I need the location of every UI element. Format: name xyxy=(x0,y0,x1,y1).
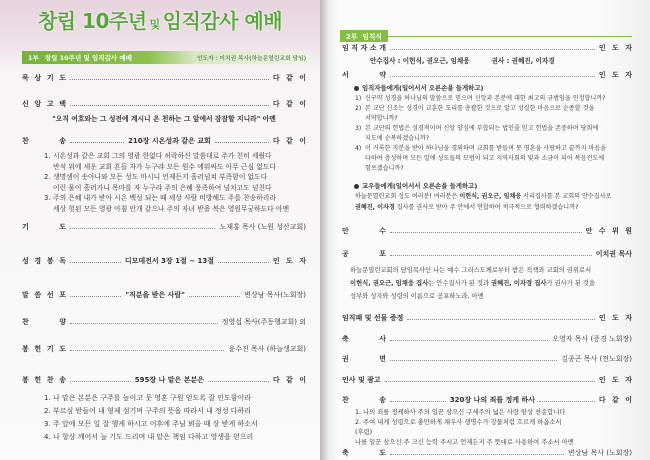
order-row-closing-hymn xyxy=(342,395,632,405)
order-row-silent-prayer xyxy=(22,73,306,83)
title-part2: 임직감사 예배 xyxy=(162,9,283,33)
dot-leader xyxy=(70,142,124,143)
order-label: 축 도 xyxy=(342,449,386,457)
question-line: 4) 이 거룩한 직분을 받아 하나님을 경외하며 교회를 받들며 뭇 영혼을 사랑하고 끝까지 마음을 xyxy=(355,145,607,152)
lyric-line: 2. 부르심 받들어 내 형제 섬기며 구주의 뜻을 따라서 내 정성 다하리 xyxy=(44,407,252,415)
order-leader: 다 같 이 xyxy=(272,376,306,384)
elder-names: 권사 : 권혜진, 이자경 xyxy=(491,57,555,65)
refrain-label: (후렴) xyxy=(355,429,373,436)
order-row-sermon xyxy=(22,290,306,300)
refrain-line: 나를 일꾼 삼으신 주 크신 능력 주시고 언제든지 주 뜻대로 사용하여 주소서 아멘 xyxy=(355,439,574,446)
lyric-line: 3. 주의 은혜 내가 받아 시온 백성 되는 때 세상 사람 비방해도 주를 찬송하리라 xyxy=(44,194,276,203)
order-row-laying-on-hands xyxy=(342,226,632,236)
dot-leader xyxy=(390,454,564,455)
order-leader: 노재홍 목사 (노원 성산교회) xyxy=(219,223,306,231)
banner-title: 임직식 xyxy=(362,33,382,41)
proclamation-line: 이헌식, 권오근, 임채웅 집사는 안수집사가 된 것과 권혜진, 이자경 집사가 권사가 된 것을 xyxy=(350,280,596,287)
vow-heading-ordinands xyxy=(354,83,634,93)
banner-tag xyxy=(340,30,388,42)
order-row-announcements xyxy=(342,375,632,385)
question-line: 다하여 충성하며 모든 일에 성도들의 모범이 되고 지역사회의 빛과 소금이 되어 복음전도에 xyxy=(365,155,605,162)
lyric-line: 이런 물이 흘러가니 목마를 자 누구랴 주의 은혜 풍족하여 넘치고도 넘친다 xyxy=(53,183,272,192)
dot-leader xyxy=(70,296,121,297)
order-label: 찬 송 xyxy=(22,137,66,145)
proclamation-line: 성부와 성자와 성령의 이름으로 공포하노라, 아멘 xyxy=(350,293,484,300)
dot-leader xyxy=(70,381,131,382)
order-label: 신 앙 고 백 xyxy=(22,100,66,108)
dot-leader xyxy=(407,319,594,320)
order-label: 찬 송 xyxy=(342,396,386,404)
order-row-scripture xyxy=(22,256,306,266)
dot-leader xyxy=(390,401,446,402)
vow-line: 권혜진, 이자경 집사를 권사로 받아 주 안에서 연합하여 적극적으로 협력하겠습니까? xyxy=(355,203,579,211)
dot-leader xyxy=(390,255,592,256)
order-row-proclamation xyxy=(342,249,632,259)
lyric-line: 세상 헛된 모든 영광 아침 안개 같으나 주의 자녀 받을 복은 영원무궁하도다 아멘 xyxy=(53,204,290,213)
order-leader: 변상남 목사 (노회장) xyxy=(567,449,632,457)
scripture-passage: 디모데전서 3장 1절 ~ 13절 xyxy=(124,257,215,265)
order-label: 축 사 xyxy=(342,335,386,343)
lyric-line: 1. 나 맡은 본분은 구주를 높이고 뭇 영혼 구원 얻도록 잘 인도함이라 xyxy=(44,394,252,402)
dot-leader xyxy=(70,323,218,324)
question-line: 서약합니까? xyxy=(365,115,398,122)
dot-leader xyxy=(390,232,582,233)
order-leader: 인 도 자 xyxy=(598,376,632,384)
ordinand-names xyxy=(370,56,632,66)
order-row-hymn xyxy=(22,136,306,146)
verse-amen: 아멘 xyxy=(262,115,276,123)
dot-leader xyxy=(70,228,215,229)
dot-leader xyxy=(390,49,595,50)
left-page xyxy=(0,0,320,460)
order-leader: 인 도 자 xyxy=(598,71,632,79)
order-row-creed xyxy=(22,99,306,109)
vow-questions xyxy=(355,94,638,174)
part-one-banner xyxy=(22,51,310,64)
dot-leader xyxy=(390,360,557,361)
page-title xyxy=(0,8,320,38)
title-part1: 창립 10주년 xyxy=(37,9,147,33)
order-label: 봉 헌 찬 송 xyxy=(22,376,66,384)
heading-text: 교우들에게(일어서서 오른손을 들게하고) xyxy=(362,182,478,190)
bullet-icon xyxy=(354,86,359,91)
hymn-lyrics xyxy=(44,151,316,215)
dot-leader xyxy=(70,105,269,106)
bullet-icon xyxy=(354,184,359,189)
order-label: 인사 및 광고 xyxy=(342,376,381,384)
vow-line: 하늘문열린교회 성도 여러분! 여러분은 이헌식, 권오근, 임채웅 서리집사를 본 교회의 안수집사로 xyxy=(355,193,612,200)
hymn-title: 320장 나의 죄를 정케 하사 xyxy=(449,396,536,404)
order-leader: 안 수 위 원 xyxy=(585,227,632,235)
order-label: 말 씀 선 포 xyxy=(22,291,66,299)
lyric-line: 반석 위에 세운 교회 흔들 자가 누구랴 모든 원수 에워싸도 아무 근심 없도다 xyxy=(53,162,276,171)
order-leader: 다 같 이 xyxy=(272,137,306,145)
dot-leader xyxy=(215,142,269,143)
hymn-lyrics xyxy=(44,392,316,444)
dot-leader xyxy=(189,296,240,297)
dot-leader xyxy=(70,262,121,263)
hymn-lyrics xyxy=(355,408,638,448)
order-row-offering-hymn xyxy=(22,375,306,385)
book-spine xyxy=(320,0,328,460)
hymn-title: 595장 나 맡은 본분은 xyxy=(134,376,205,384)
dot-leader xyxy=(390,340,548,341)
vow-heading-congregation xyxy=(354,181,634,191)
order-row-praise xyxy=(22,317,306,327)
dot-leader xyxy=(70,79,269,80)
order-leader: 김종곤 목사 (전노회장) xyxy=(561,355,632,363)
order-label: 임직패 및 선물 증정 xyxy=(342,314,404,322)
question-line: 1) 신구약 성경을 하나님의 말씀으로 믿으며 신앙과 본분에 대한 최고의 규범임을 인정합니까? xyxy=(355,95,606,102)
proclamation-line: 하늘문열린교회의 담임목사인 나는 예수 그리스도께로부터 받은 직책과 교회의 권위로서 xyxy=(350,267,592,274)
order-row-introduction xyxy=(342,43,632,53)
lyric-line: 3. 주 앞에 모든 일 잘 행케 하시고 이후에 주님 뵈올 때 상 받게 하소서 xyxy=(44,420,258,428)
dot-leader xyxy=(208,381,269,382)
banner-title: 창립 10주년 및 임직감사 예배 xyxy=(44,54,132,62)
hymn-title: 210장 시온성과 같은 교회 xyxy=(128,137,211,145)
order-leader: 오영자 목사 (증경 노회장) xyxy=(552,335,632,343)
order-leader: 변상남 목사(노회장) xyxy=(244,291,306,299)
sermon-title: "직분을 받은 사람" xyxy=(125,291,185,299)
order-label: 공 포 xyxy=(342,250,386,258)
order-label: 묵 상 기 도 xyxy=(22,74,66,82)
dot-leader xyxy=(385,381,595,382)
question-line: 지도에 순복하겠습니까? xyxy=(365,135,430,142)
order-leader: 인 도 자 xyxy=(272,257,306,265)
lyric-line: 1. 시온성과 같은 교회 그의 영광 한없다 허락하신 말씀대로 주가 친히 세웠다 xyxy=(44,152,272,160)
order-row-plaque xyxy=(342,313,632,323)
order-row-prayer xyxy=(22,222,306,232)
dot-leader xyxy=(70,350,224,351)
banner-part: 2부 xyxy=(346,33,358,41)
order-leader: 이치권 목사 xyxy=(595,250,632,258)
lyric-line: 1. 나의 죄를 정케하사 주의 일꾼 삼으신 구세주의 넓은 사랑 항상 찬송합니다 xyxy=(355,409,566,416)
question-line: 힘쓰겠습니까? xyxy=(365,165,404,172)
banner-leader: 인도자 : 이치권 목사(하늘문열린교회 담임) xyxy=(196,56,306,62)
order-row-vow xyxy=(342,70,632,80)
order-label: 기 도 xyxy=(22,223,66,231)
order-label: 봉 헌 기 도 xyxy=(22,345,66,353)
question-line: 2) 본 교단 신조는 성경이 교훈한 도리를 총괄한 것으로 알고 성실한 마음으로 순종할 것을 xyxy=(355,105,595,112)
order-leader: 인 도 자 xyxy=(598,44,632,52)
order-leader: 다 같 이 xyxy=(598,396,632,404)
dot-leader xyxy=(390,76,595,77)
dot-leader xyxy=(539,401,595,402)
lyric-line: 4. 나 항상 깨어서 늘 기도 드리며 내 맡은 책임 다하고 영생을 얻으리 xyxy=(44,433,254,441)
lyric-line: 2. 생명샘이 솟아나와 모든 성도 마시니 언제든지 흘러넘쳐 부족함이 없도다 xyxy=(44,173,268,182)
verse-text: "오직 여호와는 그 성전에 계시니 온 천하는 그 앞에서 잠잠할 지니라" xyxy=(52,115,261,123)
proclamation-text xyxy=(350,264,636,303)
right-page xyxy=(328,0,650,460)
title-and: 및 xyxy=(149,18,160,31)
heading-text: 임직자들에게(일어서서 오른손을 들게하고) xyxy=(362,84,484,92)
question-line: 3) 본 교단의 헌법은 성경적이며 신앙 양심에 부합되는 법인줄 믿고 헌법을 존중하며 당회에 xyxy=(355,125,599,132)
order-row-exhortation xyxy=(342,354,632,364)
order-row-benediction xyxy=(342,448,632,458)
order-leader: 인 도 자 xyxy=(598,314,632,322)
order-leader: 다 같 이 xyxy=(272,74,306,82)
creed-verse xyxy=(22,114,306,124)
part-two-banner xyxy=(340,24,632,41)
order-label: 임 직 자 소 개 xyxy=(342,44,386,52)
order-label: 권 면 xyxy=(342,355,386,363)
order-label: 안 수 xyxy=(342,227,386,235)
order-row-offering-prayer xyxy=(22,344,306,354)
deacon-names: 안수집사 : 이헌식, 권오근, 임채웅 xyxy=(370,57,470,65)
order-row-congratulation xyxy=(342,334,632,344)
order-leader: 정영섭 목사(주동행교회) 외 xyxy=(221,318,306,326)
dot-leader xyxy=(218,262,269,263)
order-label: 찬 양 xyxy=(22,318,66,326)
order-label: 성 경 봉 독 xyxy=(22,257,66,265)
congregation-vow xyxy=(355,192,638,213)
order-label: 서 약 xyxy=(342,71,386,79)
order-leader: 다 같 이 xyxy=(272,100,306,108)
order-leader: 윤수진 목사 (하늘생교회) xyxy=(228,345,306,353)
banner-part: 1부 xyxy=(28,54,39,62)
lyric-line: 2. 주여 내게 성령으로 충만하게 채우사 생명수가 강물처럼 흐르게 하옵소서 xyxy=(355,419,562,426)
